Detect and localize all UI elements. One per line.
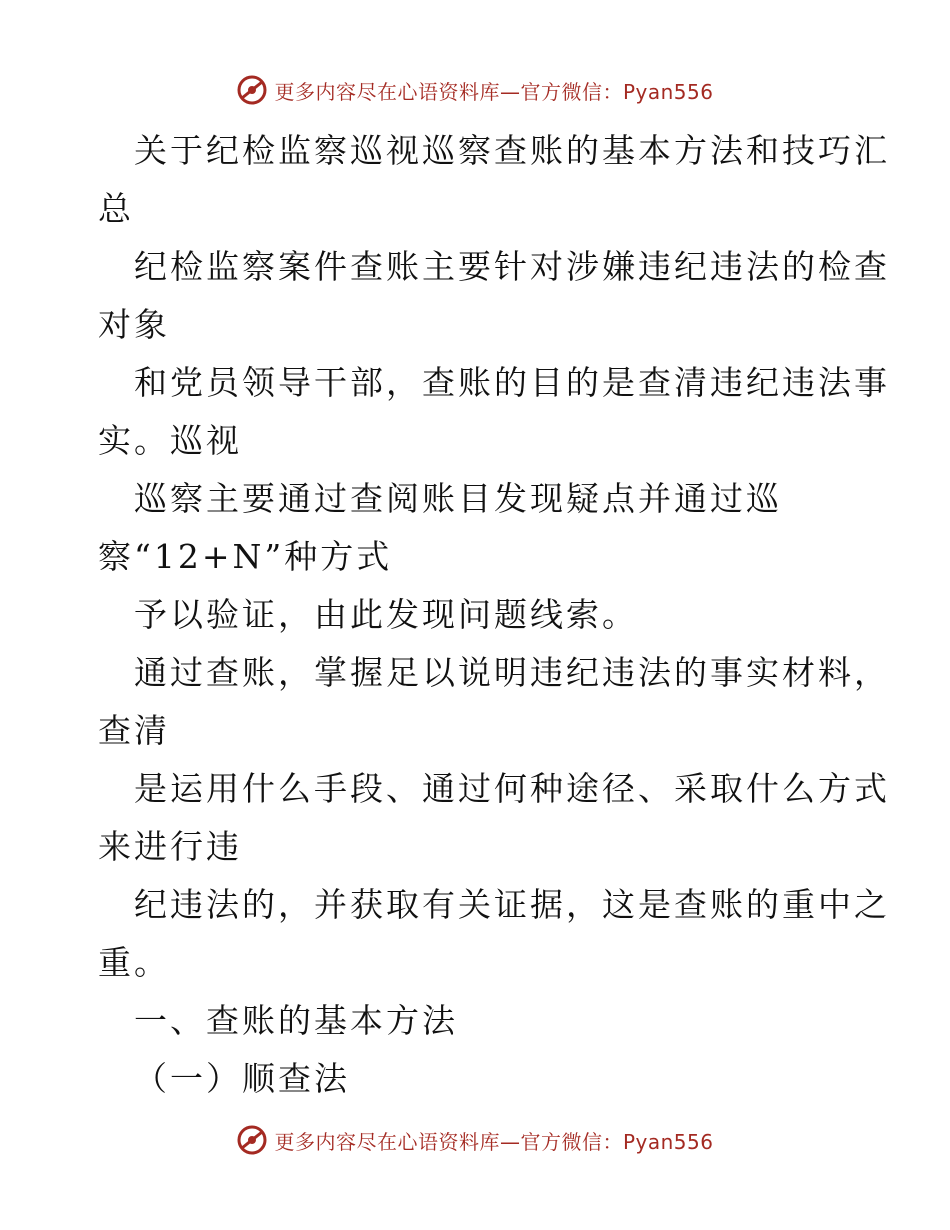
subsection-heading: （一）顺查法	[134, 1059, 350, 1098]
text-line: 和党员领导干部，查账的目的是查清违纪违法事	[134, 363, 890, 402]
text-line: 纪违法的，并获取有关证据，这是查账的重中之	[134, 885, 890, 924]
text-line: 关于纪检监察巡视巡察查账的基本方法和技巧汇	[134, 131, 890, 170]
brand-logo-icon	[236, 1124, 268, 1156]
brand-logo-icon	[236, 74, 268, 106]
text-line: 是运用什么手段、通过何种途径、采取什么方式	[134, 769, 890, 808]
text-line: 对象	[98, 305, 170, 344]
watermark-text: 更多内容尽在心语资料库—官方微信：Pyan556	[274, 79, 714, 104]
watermark-text: 更多内容尽在心语资料库—官方微信：Pyan556	[274, 1129, 714, 1154]
text-line: 纪检监察案件查账主要针对涉嫌违纪违法的检查	[134, 247, 890, 286]
text-line: 重。	[98, 943, 170, 982]
text-line: 察“12+N”种方式	[98, 537, 393, 576]
text-line: 实。巡视	[98, 421, 242, 460]
section-heading: 一、查账的基本方法	[134, 1001, 458, 1040]
text-line: 来进行违	[98, 827, 242, 866]
text-line: 巡察主要通过查阅账目发现疑点并通过巡	[134, 479, 782, 518]
header-watermark	[0, 74, 950, 106]
text-line: 总	[98, 189, 134, 228]
text-line: 查清	[98, 711, 170, 750]
text-line: 予以验证，由此发现问题线索。	[134, 595, 638, 634]
text-line: 通过查账，掌握足以说明违纪违法的事实材料，	[134, 653, 890, 692]
footer-watermark	[0, 1124, 950, 1156]
